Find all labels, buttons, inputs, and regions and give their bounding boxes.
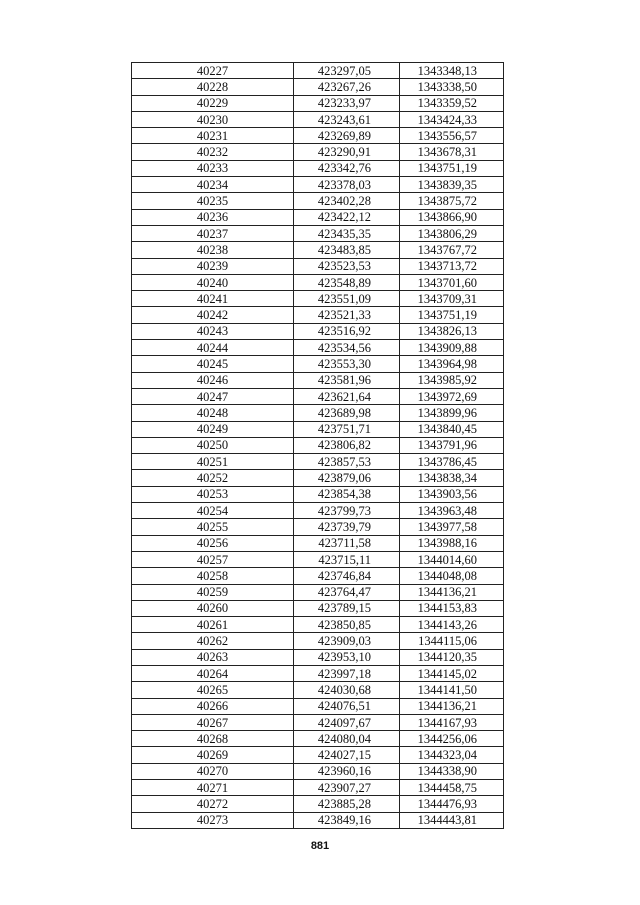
table-row — [132, 323, 504, 339]
x-coordinate-cell: 423523,53 — [294, 258, 400, 274]
coordinates-table — [131, 62, 504, 829]
y-coordinate-cell: 1343909,88 — [400, 340, 504, 356]
x-coordinate-cell: 423267,26 — [294, 79, 400, 95]
table-row — [132, 160, 504, 176]
point-id-cell: 40264 — [132, 665, 294, 681]
table-row — [132, 437, 504, 453]
y-coordinate-cell: 1344048,08 — [400, 568, 504, 584]
x-coordinate-cell: 423854,38 — [294, 486, 400, 502]
x-coordinate-cell: 423689,98 — [294, 405, 400, 421]
x-coordinate-cell: 423269,89 — [294, 128, 400, 144]
table-row — [132, 274, 504, 290]
point-id-cell: 40239 — [132, 258, 294, 274]
x-coordinate-cell: 423342,76 — [294, 160, 400, 176]
y-coordinate-cell: 1343964,98 — [400, 356, 504, 372]
point-id-cell: 40266 — [132, 698, 294, 714]
table-row — [132, 731, 504, 747]
table-row — [132, 405, 504, 421]
x-coordinate-cell: 424080,04 — [294, 731, 400, 747]
table-row — [132, 698, 504, 714]
table-row — [132, 291, 504, 307]
table-row — [132, 242, 504, 258]
table-row — [132, 340, 504, 356]
x-coordinate-cell: 423534,56 — [294, 340, 400, 356]
point-id-cell: 40270 — [132, 763, 294, 779]
y-coordinate-cell: 1343791,96 — [400, 437, 504, 453]
table-row — [132, 633, 504, 649]
table-row — [132, 568, 504, 584]
y-coordinate-cell: 1344256,06 — [400, 731, 504, 747]
x-coordinate-cell: 423521,33 — [294, 307, 400, 323]
table-row — [132, 193, 504, 209]
y-coordinate-cell: 1343838,34 — [400, 470, 504, 486]
y-coordinate-cell: 1343985,92 — [400, 372, 504, 388]
point-id-cell: 40231 — [132, 128, 294, 144]
y-coordinate-cell: 1344136,21 — [400, 584, 504, 600]
x-coordinate-cell: 423857,53 — [294, 454, 400, 470]
point-id-cell: 40263 — [132, 649, 294, 665]
x-coordinate-cell: 423290,91 — [294, 144, 400, 160]
table-row — [132, 144, 504, 160]
y-coordinate-cell: 1344115,06 — [400, 633, 504, 649]
y-coordinate-cell: 1344338,90 — [400, 763, 504, 779]
y-coordinate-cell: 1343678,31 — [400, 144, 504, 160]
x-coordinate-cell: 423553,30 — [294, 356, 400, 372]
point-id-cell: 40255 — [132, 519, 294, 535]
x-coordinate-cell: 424076,51 — [294, 698, 400, 714]
y-coordinate-cell: 1343556,57 — [400, 128, 504, 144]
x-coordinate-cell: 423297,05 — [294, 63, 400, 79]
point-id-cell: 40256 — [132, 535, 294, 551]
x-coordinate-cell: 423909,03 — [294, 633, 400, 649]
table-row — [132, 535, 504, 551]
y-coordinate-cell: 1343840,45 — [400, 421, 504, 437]
y-coordinate-cell: 1343338,50 — [400, 79, 504, 95]
x-coordinate-cell: 424030,68 — [294, 682, 400, 698]
x-coordinate-cell: 423483,85 — [294, 242, 400, 258]
table-row — [132, 714, 504, 730]
y-coordinate-cell: 1344458,75 — [400, 780, 504, 796]
y-coordinate-cell: 1344443,81 — [400, 812, 504, 828]
y-coordinate-cell: 1343751,19 — [400, 160, 504, 176]
y-coordinate-cell: 1344153,83 — [400, 600, 504, 616]
y-coordinate-cell: 1344120,35 — [400, 649, 504, 665]
table-row — [132, 747, 504, 763]
point-id-cell: 40230 — [132, 111, 294, 127]
y-coordinate-cell: 1343972,69 — [400, 388, 504, 404]
point-id-cell: 40253 — [132, 486, 294, 502]
y-coordinate-cell: 1343806,29 — [400, 225, 504, 241]
y-coordinate-cell: 1343701,60 — [400, 274, 504, 290]
x-coordinate-cell: 423885,28 — [294, 796, 400, 812]
table-row — [132, 209, 504, 225]
table-row — [132, 95, 504, 111]
y-coordinate-cell: 1344014,60 — [400, 551, 504, 567]
coordinates-table-body — [132, 63, 504, 829]
point-id-cell: 40258 — [132, 568, 294, 584]
x-coordinate-cell: 423551,09 — [294, 291, 400, 307]
y-coordinate-cell: 1343767,72 — [400, 242, 504, 258]
point-id-cell: 40238 — [132, 242, 294, 258]
table-row — [132, 79, 504, 95]
y-coordinate-cell: 1344323,04 — [400, 747, 504, 763]
x-coordinate-cell: 423548,89 — [294, 274, 400, 290]
table-row — [132, 258, 504, 274]
point-id-cell: 40235 — [132, 193, 294, 209]
point-id-cell: 40248 — [132, 405, 294, 421]
point-id-cell: 40267 — [132, 714, 294, 730]
table-row — [132, 600, 504, 616]
x-coordinate-cell: 423953,10 — [294, 649, 400, 665]
y-coordinate-cell: 1343348,13 — [400, 63, 504, 79]
point-id-cell: 40249 — [132, 421, 294, 437]
x-coordinate-cell: 423711,58 — [294, 535, 400, 551]
y-coordinate-cell: 1343899,96 — [400, 405, 504, 421]
point-id-cell: 40251 — [132, 454, 294, 470]
x-coordinate-cell: 423799,73 — [294, 503, 400, 519]
y-coordinate-cell: 1343826,13 — [400, 323, 504, 339]
x-coordinate-cell: 423879,06 — [294, 470, 400, 486]
point-id-cell: 40273 — [132, 812, 294, 828]
point-id-cell: 40244 — [132, 340, 294, 356]
y-coordinate-cell: 1344136,21 — [400, 698, 504, 714]
point-id-cell: 40227 — [132, 63, 294, 79]
point-id-cell: 40232 — [132, 144, 294, 160]
y-coordinate-cell: 1343359,52 — [400, 95, 504, 111]
x-coordinate-cell: 423849,16 — [294, 812, 400, 828]
point-id-cell: 40228 — [132, 79, 294, 95]
x-coordinate-cell: 423621,64 — [294, 388, 400, 404]
x-coordinate-cell: 424097,67 — [294, 714, 400, 730]
table-row — [132, 519, 504, 535]
y-coordinate-cell: 1343963,48 — [400, 503, 504, 519]
table-row — [132, 388, 504, 404]
x-coordinate-cell: 423233,97 — [294, 95, 400, 111]
point-id-cell: 40261 — [132, 617, 294, 633]
table-row — [132, 356, 504, 372]
point-id-cell: 40250 — [132, 437, 294, 453]
point-id-cell: 40236 — [132, 209, 294, 225]
x-coordinate-cell: 423850,85 — [294, 617, 400, 633]
x-coordinate-cell: 423907,27 — [294, 780, 400, 796]
page-number: 881 — [310, 840, 330, 852]
y-coordinate-cell: 1343713,72 — [400, 258, 504, 274]
point-id-cell: 40268 — [132, 731, 294, 747]
table-row — [132, 421, 504, 437]
y-coordinate-cell: 1344167,93 — [400, 714, 504, 730]
table-row — [132, 63, 504, 79]
x-coordinate-cell: 424027,15 — [294, 747, 400, 763]
table-row — [132, 551, 504, 567]
table-row — [132, 796, 504, 812]
point-id-cell: 40259 — [132, 584, 294, 600]
x-coordinate-cell: 423581,96 — [294, 372, 400, 388]
table-row — [132, 617, 504, 633]
table-row — [132, 128, 504, 144]
table-row — [132, 307, 504, 323]
x-coordinate-cell: 423402,28 — [294, 193, 400, 209]
point-id-cell: 40254 — [132, 503, 294, 519]
x-coordinate-cell: 423715,11 — [294, 551, 400, 567]
x-coordinate-cell: 423516,92 — [294, 323, 400, 339]
x-coordinate-cell: 423378,03 — [294, 177, 400, 193]
table-row — [132, 763, 504, 779]
x-coordinate-cell: 423789,15 — [294, 600, 400, 616]
y-coordinate-cell: 1344141,50 — [400, 682, 504, 698]
y-coordinate-cell: 1343839,35 — [400, 177, 504, 193]
y-coordinate-cell: 1344145,02 — [400, 665, 504, 681]
x-coordinate-cell: 423997,18 — [294, 665, 400, 681]
x-coordinate-cell: 423243,61 — [294, 111, 400, 127]
y-coordinate-cell: 1344476,93 — [400, 796, 504, 812]
y-coordinate-cell: 1343709,31 — [400, 291, 504, 307]
table-row — [132, 225, 504, 241]
table-row — [132, 812, 504, 828]
x-coordinate-cell: 423422,12 — [294, 209, 400, 225]
y-coordinate-cell: 1344143,26 — [400, 617, 504, 633]
point-id-cell: 40243 — [132, 323, 294, 339]
point-id-cell: 40237 — [132, 225, 294, 241]
y-coordinate-cell: 1343786,45 — [400, 454, 504, 470]
x-coordinate-cell: 423751,71 — [294, 421, 400, 437]
table-row — [132, 665, 504, 681]
table-row — [132, 503, 504, 519]
x-coordinate-cell: 423764,47 — [294, 584, 400, 600]
x-coordinate-cell: 423960,16 — [294, 763, 400, 779]
point-id-cell: 40260 — [132, 600, 294, 616]
point-id-cell: 40269 — [132, 747, 294, 763]
x-coordinate-cell: 423806,82 — [294, 437, 400, 453]
table-row — [132, 682, 504, 698]
x-coordinate-cell: 423435,35 — [294, 225, 400, 241]
y-coordinate-cell: 1343751,19 — [400, 307, 504, 323]
y-coordinate-cell: 1343875,72 — [400, 193, 504, 209]
point-id-cell: 40245 — [132, 356, 294, 372]
y-coordinate-cell: 1343424,33 — [400, 111, 504, 127]
table-row — [132, 372, 504, 388]
point-id-cell: 40240 — [132, 274, 294, 290]
point-id-cell: 40265 — [132, 682, 294, 698]
point-id-cell: 40272 — [132, 796, 294, 812]
point-id-cell: 40242 — [132, 307, 294, 323]
point-id-cell: 40252 — [132, 470, 294, 486]
y-coordinate-cell: 1343903,56 — [400, 486, 504, 502]
point-id-cell: 40257 — [132, 551, 294, 567]
x-coordinate-cell: 423746,84 — [294, 568, 400, 584]
point-id-cell: 40246 — [132, 372, 294, 388]
table-row — [132, 470, 504, 486]
y-coordinate-cell: 1343988,16 — [400, 535, 504, 551]
table-row — [132, 111, 504, 127]
table-row — [132, 649, 504, 665]
table-row — [132, 177, 504, 193]
point-id-cell: 40241 — [132, 291, 294, 307]
y-coordinate-cell: 1343866,90 — [400, 209, 504, 225]
point-id-cell: 40229 — [132, 95, 294, 111]
table-row — [132, 454, 504, 470]
table-row — [132, 584, 504, 600]
point-id-cell: 40247 — [132, 388, 294, 404]
table-row — [132, 486, 504, 502]
point-id-cell: 40262 — [132, 633, 294, 649]
y-coordinate-cell: 1343977,58 — [400, 519, 504, 535]
point-id-cell: 40233 — [132, 160, 294, 176]
point-id-cell: 40234 — [132, 177, 294, 193]
point-id-cell: 40271 — [132, 780, 294, 796]
x-coordinate-cell: 423739,79 — [294, 519, 400, 535]
table-row — [132, 780, 504, 796]
